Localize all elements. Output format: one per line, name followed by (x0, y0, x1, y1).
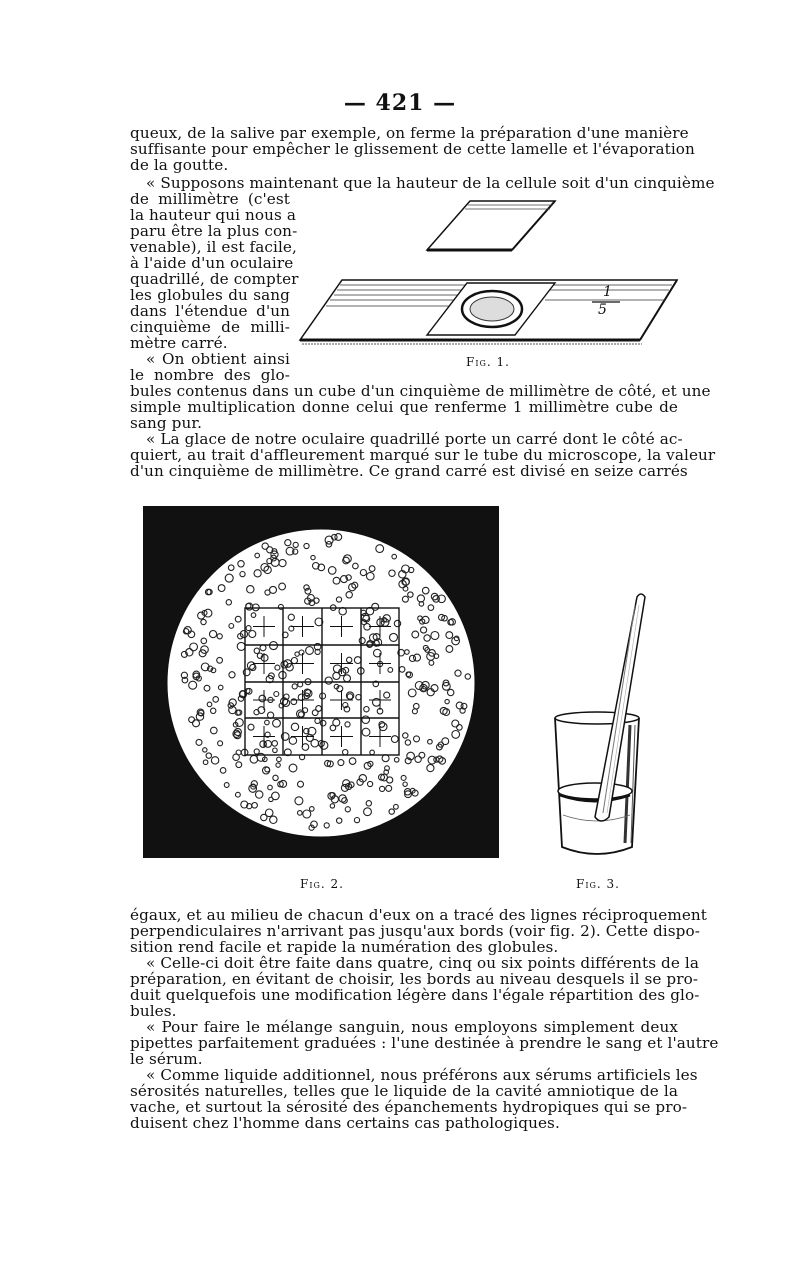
text-line: « On obtient ainsi (146, 350, 290, 368)
fig1-fraction-denominator: 5 (598, 302, 607, 318)
text-line: sang pur. (130, 414, 203, 432)
text-line: venable), il est facile, (130, 238, 297, 256)
text-line: le nombre des glo- (130, 366, 290, 384)
text-line: dans l'étendue d'un (130, 302, 290, 320)
text-line: la hauteur qui nous a (130, 206, 296, 224)
text-line: sition rend facile et rapide la numération des globules. (130, 938, 559, 956)
text-line: pipettes parfaitement graduées : l'une destinée à prendre le sang et l'autre (130, 1034, 719, 1052)
fig2-microscope-field (143, 506, 499, 858)
text-line: à l'aide d'un oculaire (130, 254, 294, 272)
text-line: simple multiplication donne celui que renferme 1 millimètre cube de (130, 398, 678, 416)
text-line: le sérum. (130, 1050, 203, 1068)
text-line: « La glace de notre oculaire quadrillé porte un carré dont le côté ac- (146, 430, 683, 448)
text-line: mètre carré. (130, 334, 228, 352)
text-line: duit quelquefois une modification légère dans l'égale répartition des glo- (130, 986, 700, 1004)
text-line: « Celle-ci doit être faite dans quatre, cinq ou six points différents de la (146, 954, 700, 972)
text-line: sérosités naturelles, telles que le liquide de la cavité amniotique de la (130, 1082, 678, 1100)
text-line: d'un cinquième de millimètre. Ce grand carré est divisé en seize carrés (130, 462, 688, 480)
text-line: de millimètre (c'est (130, 190, 290, 208)
text-line: perpendiculaires n'arrivant pas jusqu'aux bords (voir fig. 2). Cette dispo- (130, 922, 700, 940)
fig2-caption: Fig. 2. (300, 877, 344, 891)
fig3-glass-with-pipette (535, 585, 695, 875)
text-line: quiert, au trait d'affleurement marqué sur le tube du microscope, la valeur (130, 446, 716, 464)
text-line: égaux, et au milieu de chacun d'eux on a tracé des lignes réciproquement (130, 906, 707, 924)
text-line: bules contenus dans un cube d'un cinquième de millimètre de côté, et une (130, 382, 711, 400)
text-line: les globules du sang (130, 286, 290, 304)
text-line: « Pour faire le mélange sanguin, nous employons simplement deux (146, 1018, 678, 1036)
text-line: préparation, en évitant de choisir, les bords au niveau desquels il se pro- (130, 970, 699, 988)
text-line: paru être la plus con- (130, 222, 298, 240)
text-line: suffisante pour empêcher le glissement de cette lamelle et l'évaporation (130, 140, 695, 158)
fig1-fraction-numerator: 1 (603, 284, 612, 300)
text-line: queux, de la salive par exemple, on ferme la préparation d'une manière (130, 124, 689, 142)
text-line: cinquième de milli- (130, 318, 290, 336)
fig1-caption: Fig. 1. (466, 355, 510, 369)
text-line: « Comme liquide additionnel, nous préférons aux sérums artificiels les (146, 1066, 698, 1084)
page-number: — 421 — (343, 90, 457, 116)
text-line: duisent chez l'homme dans certains cas pathologiques. (130, 1114, 560, 1132)
fig3-caption: Fig. 3. (576, 877, 620, 891)
text-line: de la goutte. (130, 156, 229, 174)
text-line: vache, et surtout la sérosité des épanchements hydropiques qui se pro- (130, 1098, 688, 1116)
text-line: quadrillé, de compter (130, 270, 299, 288)
text-line: bules. (130, 1002, 177, 1020)
text-line: « Supposons maintenant que la hauteur de la cellule soit d'un cinquième (146, 174, 715, 192)
